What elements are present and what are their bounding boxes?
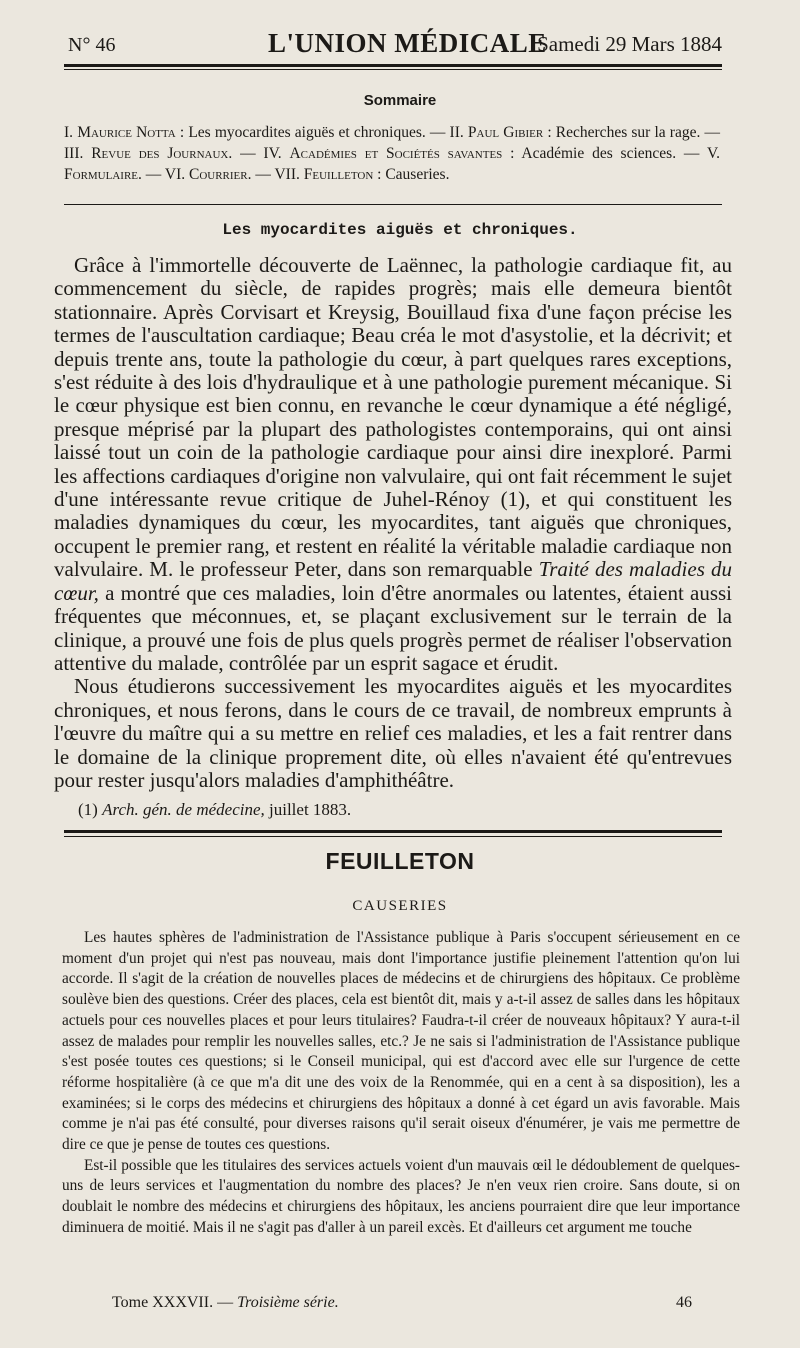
article-title: Les myocardites aiguës et chroniques. bbox=[222, 221, 578, 239]
footer-volume bbox=[112, 1294, 339, 1312]
sommaire-v-num: V. bbox=[706, 145, 721, 162]
article-p1-italic: Traité des maladies du cœur, bbox=[54, 557, 732, 605]
footer-tome: Tome XXXVII. — bbox=[112, 1294, 238, 1311]
header-rule bbox=[64, 64, 722, 67]
page-number: 46 bbox=[676, 1294, 692, 1311]
sommaire-title: Sommaire bbox=[363, 92, 437, 109]
article-paragraph bbox=[54, 254, 732, 675]
feuilleton-subtitle: CAUSERIES bbox=[352, 898, 448, 914]
feuilleton-rule-thin bbox=[64, 836, 722, 837]
sommaire-vii-text: Feuilleton bbox=[303, 166, 374, 183]
page-header bbox=[68, 24, 722, 64]
feuilleton-paragraph: Est-il possible que les titulaires des services actuels voient d'un mauvais œil le dédoublement de quelques-uns de leurs services et l'augmentation du nombre des places? Je n'en veux rien croire. Sans doute, si on doublait le nombre des médecins et chirurgiens des hôpitaux, les anciens pourraient dire que leur importance diminuera de moitié. Mais il ne s'agit pas d'aller à un pareil excès. Et d'ailleurs cet argument me touche bbox=[62, 1156, 740, 1236]
footnote-source: Arch. gén. de médecine, bbox=[102, 800, 265, 819]
header-rule-thin bbox=[64, 69, 722, 70]
journal-title: L'UNION MÉDICALE bbox=[268, 28, 547, 58]
sommaire-vii-sep: . — bbox=[247, 166, 275, 183]
sommaire-iv-sep: . — bbox=[228, 145, 264, 162]
article-paragraph: Nous étudierons successivement les myocardites aiguës et les myocardites chroniques, et nous ferons, dans le cours de ce travail, de nombreux emprunts à l'œuvre du maître qui a su mettre en relief ces maladies, et les a fait rentrer dans le domaine de la clinique proprement dite, où elles n'avaient été qu'entrevues pour rester jusqu'alors maladies d'amphithéâtre. bbox=[54, 674, 732, 792]
sommaire-iv-text2: : Académie des sciences. — bbox=[502, 145, 707, 162]
sommaire-ii-text: : Recherches sur la rage. — bbox=[543, 124, 721, 141]
sommaire-ii-num: II. bbox=[449, 124, 464, 141]
sommaire-i-author: Maurice Notta bbox=[77, 124, 176, 141]
article-footnote bbox=[78, 800, 720, 820]
footnote-date: juillet 1883. bbox=[264, 800, 352, 819]
sommaire-ii-author: Paul Gibier bbox=[467, 124, 544, 141]
issue-date: Samedi 29 Mars 1884 bbox=[537, 32, 722, 56]
sommaire-vi-num: VI. bbox=[164, 166, 186, 183]
sommaire-contents bbox=[64, 122, 720, 185]
sommaire-iii-num: III. bbox=[64, 145, 84, 162]
sommaire-vi-text: Courrier bbox=[188, 166, 248, 183]
footer-series: Troisième série. bbox=[237, 1294, 339, 1311]
feuilleton-paragraph: Les hautes sphères de l'administration de l'Assistance publique à Paris s'occupent sérieusement en ce moment d'un projet qui n'est pas nouveau, mais dont l'importance justifie pleinement l'attention qu'on lui accorde. Il s'agit de la création de nouvelles places de médecins et de chirurgiens des hôpitaux. Ce problème soulève bien des questions. Créer des places, cela est bientôt dit, mais y a-t-il assez de salles dans les hôpitaux actuels pour ces nouvelles places et pour leurs titulaires? Faudra-t-il créer de nouveaux hôpitaux? Y aura-t-il assez de malades pour remplir les nouvelles salles, etc.? Je ne sais si l'administration de l'Assistance publique s'est posée toutes ces questions; si le Conseil municipal, qui est d'accord avec elle sur l'urgence de cette réforme hospitalière (à ce que m'a dit une des voix de la Renommée, qui en a cent à sa disposition), les a examinées; si le corps des médecins et chirurgiens des hôpitaux a donné à cet égard un avis favorable. Mais comme je n'ai pas été consulté, pour diverses raisons qu'il serait oiseux d'énumérer, je vais me permettre de dire ce que je pense de toutes ces questions. bbox=[62, 929, 740, 1154]
sommaire-v-text: Formulaire bbox=[64, 166, 139, 183]
sommaire-iii-text: Revue des Journaux bbox=[91, 145, 229, 162]
article-p1-text-a: Grâce à l'immortelle découverte de Laënnec, la pathologie cardiaque fit, au commencement du siècle, de rapides progrès; mais elle demeura bientôt stationnaire. Après Corvisart et Kreysig, Bouillaud fixa d'une façon précise les termes de l'auscultation cardiaque; Beau créa le mot d'asystolie, et la décrivit; et depuis trente ans, toute la pathologie du cœur, à part quelques rares exceptions, s'est réduite à des lois d'hydraulique et à une pathologie purement mécanique. Si le cœur physique est bien connu, en revanche le cœur dynamique a été négligé, presque méprisé par la plupart des pathologistes contemporains, qui ont ainsi laissé tout un coin de la pathologie cardiaque pour ainsi dire inexploré. Parmi les affections cardiaques d'origine non valvulaire, qui ont fait récemment le sujet d'une intéressante revue critique de Juhel-Rénoy (1), et qui constituent les maladies dynamiques du cœur, les myocardites, tant aiguës que chroniques, occupent le premier rang, et restent en réalité la véritable maladie cardiaque non valvulaire. M. le professeur Peter, dans son remarquable bbox=[54, 253, 732, 582]
sommaire-i-text: : Les myocardites aiguës et chroniques. — bbox=[175, 124, 450, 141]
feuilleton-title: FEUILLETON bbox=[325, 848, 475, 874]
feuilleton-body bbox=[62, 928, 740, 1239]
sommaire-i-num: I. bbox=[64, 124, 74, 141]
article-body bbox=[54, 254, 732, 792]
footnote-number: (1) bbox=[78, 800, 103, 819]
sommaire-rule bbox=[64, 204, 722, 205]
sommaire-vii-num: VII. bbox=[274, 166, 300, 183]
sommaire-iv-text: Académies et Sociétés savantes bbox=[289, 145, 503, 162]
sommaire-vi-sep: . — bbox=[138, 166, 165, 183]
feuilleton-rule bbox=[64, 830, 722, 833]
sommaire-vii-text2: : Causeries. bbox=[373, 166, 450, 183]
article-p1-text-b: a montré que ces maladies, loin d'être anormales ou latentes, étaient aussi fréquentes que méconnues, et, se plaçant exclusivement sur le terrain de la clinique, a prouvé une fois de plus quels progrès permet de réaliser l'observation attentive du malade, contrôlée par un esprit sagace et érudit. bbox=[54, 580, 732, 675]
sommaire-iv-num: IV. bbox=[263, 145, 282, 162]
issue-number: N° 46 bbox=[68, 34, 116, 56]
